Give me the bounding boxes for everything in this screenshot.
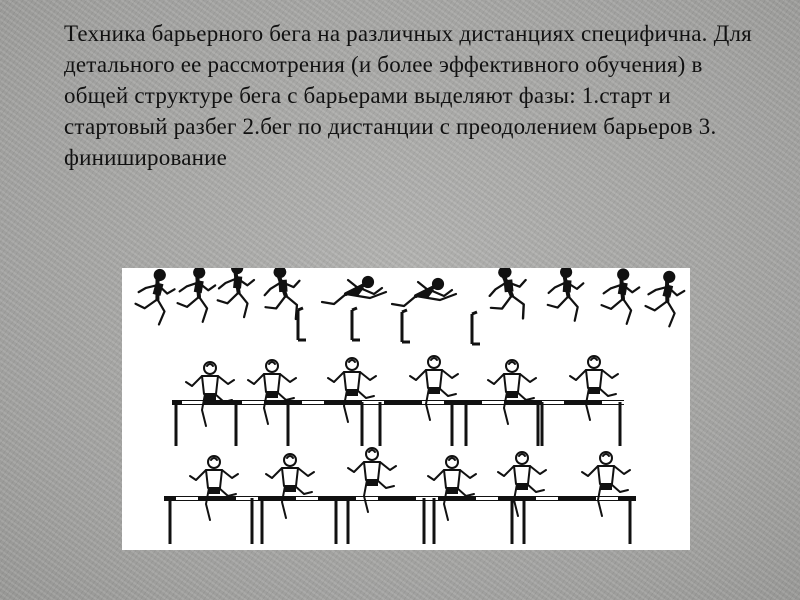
phase-row-distance <box>172 356 624 446</box>
slide-body-text: Техника барьерного бега на различных дистанциях специфична. Для детального ее рассмотрения (и более эффективного обучения) в общей структуре бега с барьерами выделяют фазы: 1.старт и стартовый разбег 2.бег по дистанции с преодолением барьеров 3. финиширование <box>64 21 752 170</box>
hurdle-phases-illustration <box>122 268 690 550</box>
hurdle-sequence-drawing <box>122 268 690 550</box>
phase-row-finish <box>164 448 636 544</box>
phase-row-start <box>132 268 688 344</box>
